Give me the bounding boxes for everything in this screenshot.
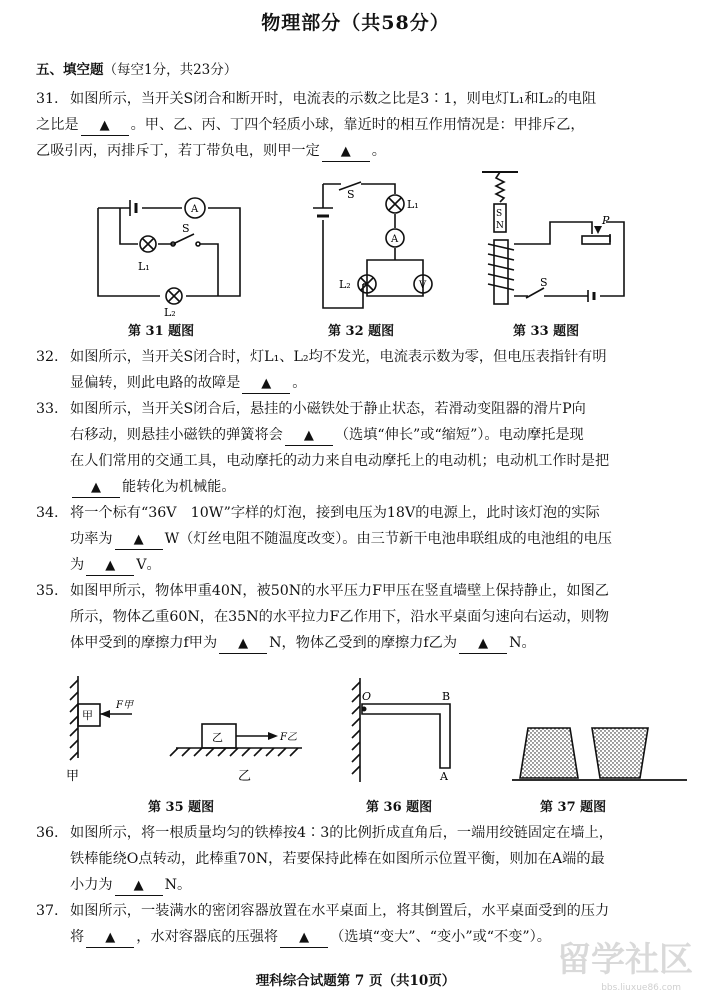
svg-text:L₁: L₁ [138, 260, 150, 273]
answer-blank[interactable]: ▲ [81, 116, 129, 136]
svg-text:F甲: F甲 [116, 700, 133, 711]
figure-32-circuit [303, 176, 433, 316]
svg-text:A: A [440, 770, 448, 783]
svg-text:A: A [391, 234, 399, 245]
figure-37-caption: 第 37 题图 [540, 800, 607, 815]
figure-35-caption: 第 35 题图 [148, 800, 215, 815]
figure-31-circuit [90, 188, 250, 319]
answer-blank[interactable]: ▲ [285, 426, 333, 446]
answer-blank[interactable]: ▲ [280, 928, 328, 948]
answer-blank[interactable]: ▲ [86, 556, 134, 576]
figure-36-caption: 第 36 题图 [366, 800, 433, 815]
svg-text:O: O [362, 690, 372, 703]
svg-text:甲: 甲 [66, 769, 80, 784]
answer-blank[interactable]: ▲ [459, 634, 507, 654]
svg-text:L₁: L₁ [407, 198, 419, 211]
question-32: 32. 如图所示，当开关S闭合时，灯L₁、L₂均不发光，电流表示数为零，但电压表指针有明 显偏转，则此电路的故障是 ▲ 。 [36, 344, 676, 396]
question-number: 31. [36, 91, 59, 107]
question-31: 31. 如图所示，当开关S闭合和断开时，电流表的示数之比是3∶1，则电灯L₁和L₂的电阻 之比是 ▲ 。甲、乙、丙、丁四个轻质小球，靠近时的相互作用情况是：甲排斥乙， 乙吸引丙，丙排斥丁，若丁带负电，则甲一定 ▲ 。 [36, 86, 676, 164]
figure-37-containers [512, 722, 692, 788]
svg-text:乙: 乙 [238, 769, 252, 784]
svg-text:S: S [496, 209, 503, 219]
svg-text:L₂: L₂ [164, 306, 176, 319]
figure-36-lever [346, 676, 466, 786]
figure-32-caption: 第 32 题图 [328, 324, 395, 339]
svg-text:F乙: F乙 [280, 732, 297, 743]
answer-blank[interactable]: ▲ [72, 478, 120, 498]
question-35: 35. 如图甲所示，物体甲重40N，被50N的水平压力F甲压在竖直墙壁上保持静止，如图乙 所示，物体乙重60N，在35N的水平拉力F乙作用下，沿水平桌面匀速向右运动，则物 体甲受到的摩擦力f甲为 ▲ N，物体乙受到的摩擦力f乙为 ▲ N。 [36, 578, 676, 656]
svg-text:N: N [496, 221, 504, 231]
question-36: 36. 如图所示，将一根质量均匀的铁棒按4∶3的比例折成直角后，一端用绞链固定在墙上， 铁棒能绕O点转动，此棒重70N，若要保持此棒在如图所示位置平衡，则加在A端的最 小力为 ▲ N。 [36, 820, 676, 898]
figure-33-caption: 第 33 题图 [513, 324, 580, 339]
question-33: 33. 如图所示，当开关S闭合后，悬挂的小磁铁处于静止状态，若滑动变阻器的滑片P向 右移动，则悬挂小磁铁的弹簧将会 ▲ （选填“伸长”或“缩短”）。电动摩托是现 在人们常用的交通工具，电动摩托的动力来自电动摩托上的电动机；电动机工作时是把 ▲ 能转化为机械能。 [36, 396, 676, 500]
answer-blank[interactable]: ▲ [115, 530, 163, 550]
answer-blank[interactable]: ▲ [322, 142, 370, 162]
figure-33-electromagnet [478, 170, 638, 310]
answer-blank[interactable]: ▲ [115, 876, 163, 896]
svg-text:L₂: L₂ [339, 278, 351, 291]
answer-blank[interactable]: ▲ [242, 374, 290, 394]
answer-blank[interactable]: ▲ [219, 634, 267, 654]
question-37: 37. 如图所示，一装满水的密闭容器放置在水平桌面上，将其倒置后，水平桌面受到的压力 将 ▲ ，水对容器底的压强将 ▲ （选填“变大”、“变小”或“不变”）。 [36, 898, 676, 950]
svg-text:P: P [602, 214, 610, 227]
answer-blank[interactable]: ▲ [86, 928, 134, 948]
figure-35-friction [66, 672, 306, 792]
svg-text:甲: 甲 [82, 709, 93, 722]
watermark-logo: 留学社区 [557, 940, 693, 980]
question-34: 34. 将一个标有“36V 10W”字样的灯泡，接到电压为18V的电源上，此时该灯泡的实际 功率为 ▲ W（灯丝电阻不随温度改变）。由三节新干电池串联组成的电池组的电压 为 ▲ V。 [36, 500, 676, 578]
svg-text:A: A [191, 204, 199, 215]
section-heading [36, 58, 237, 78]
svg-text:V: V [419, 280, 427, 291]
svg-text:B: B [442, 690, 451, 703]
svg-text:S: S [540, 276, 548, 289]
page-title: 物理部分（共58分） [261, 12, 450, 34]
figure-31-caption: 第 31 题图 [128, 324, 195, 339]
svg-text:S: S [182, 222, 190, 235]
svg-text:乙: 乙 [212, 731, 223, 744]
section-note: （每空1分，共23分） [103, 62, 238, 78]
watermark-url: bbs.liuxue86.com [601, 983, 681, 993]
page-footer: 理科综合试题第 7 页（共10页） [255, 973, 456, 989]
section-label: 五、填空题 [36, 62, 104, 78]
svg-text:S: S [347, 188, 355, 201]
